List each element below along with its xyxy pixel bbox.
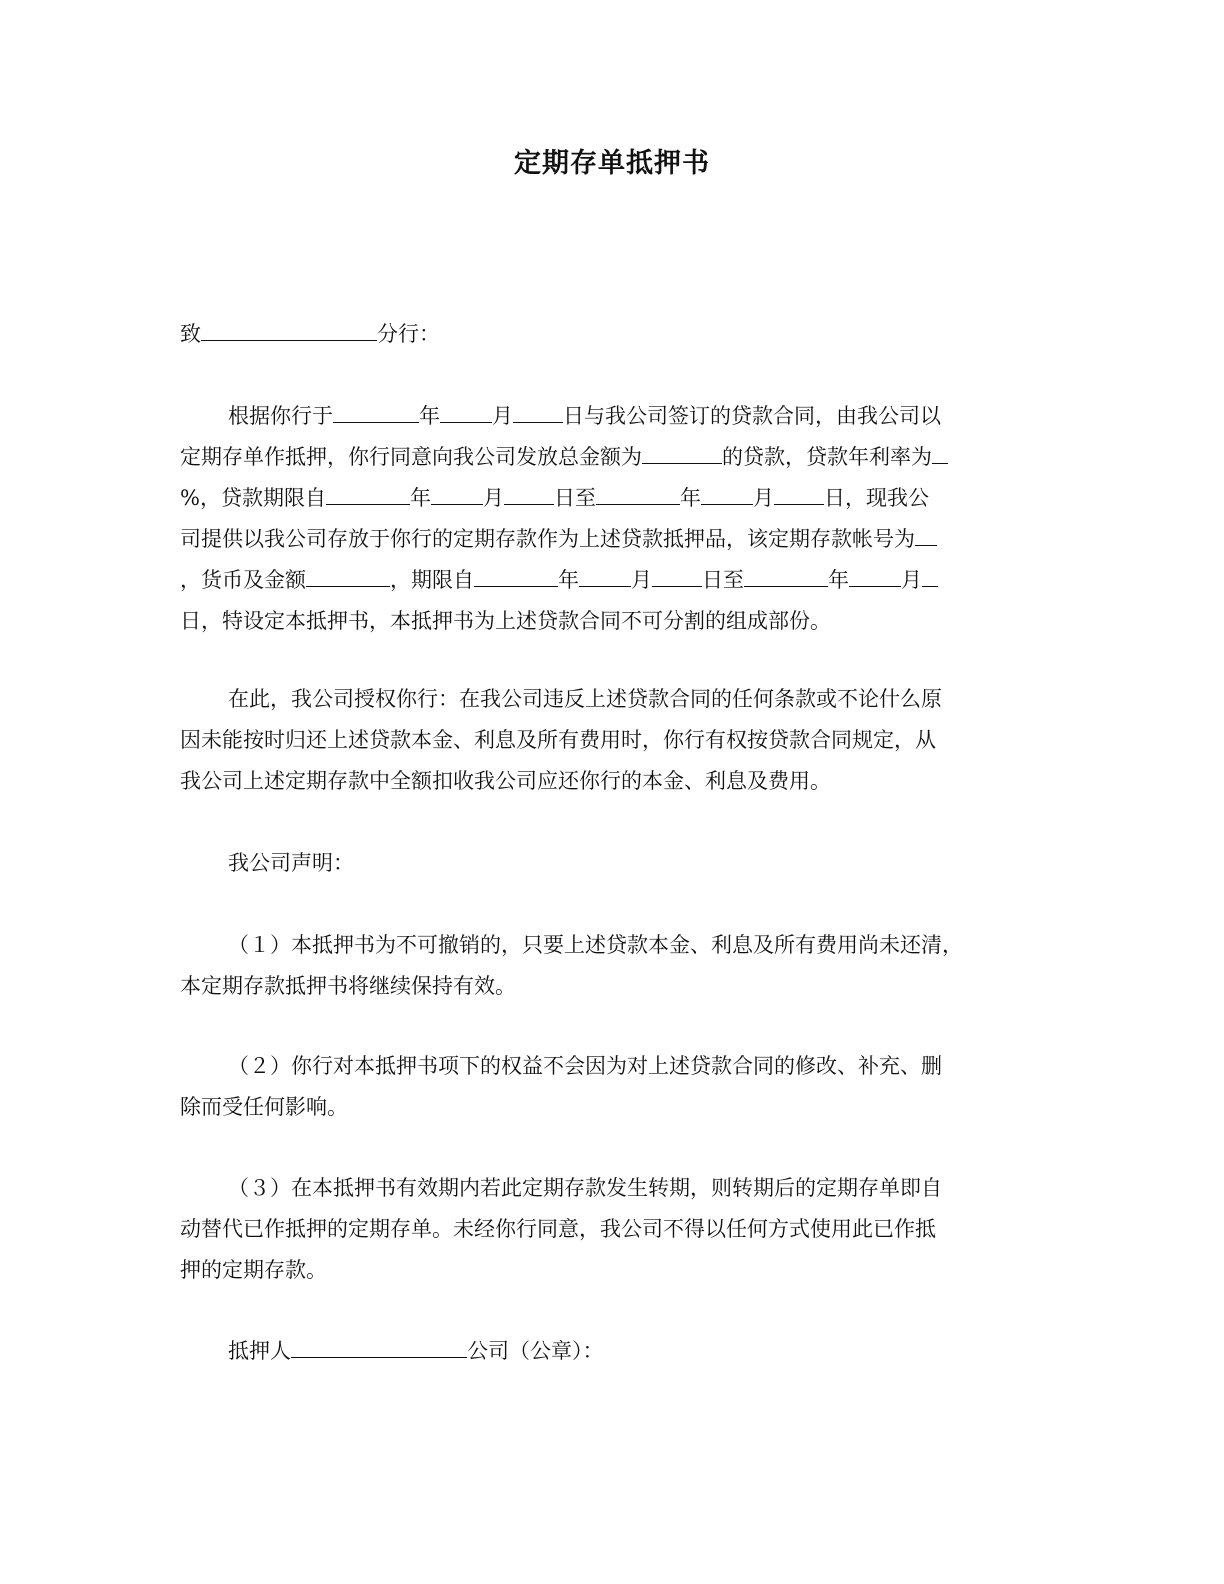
text-line: 本定期存款抵押书将继续保持有效。 (180, 974, 516, 998)
amount-blank (642, 441, 722, 464)
month-blank (579, 564, 631, 587)
company-name-blank (291, 1335, 467, 1358)
text-segment: 月 (631, 568, 652, 592)
text-segment: ，期限自 (390, 568, 474, 592)
salutation-prefix: 致 (180, 322, 201, 346)
text-line: 因未能按时归还上述贷款本金、利息及所有费用时，你行有权按贷款合同规定，从 (180, 728, 936, 752)
text-segment: 日至 (702, 568, 744, 592)
account-blank (915, 523, 937, 546)
month-blank (701, 482, 753, 505)
text-segment: 根据你行于 (228, 404, 333, 428)
text-segment: 月 (752, 486, 774, 510)
day-blank (513, 400, 563, 423)
text-line: （２）你行对本抵押书项下的权益不会因为对上述贷款合同的修改、补充、删 (228, 1054, 942, 1078)
bank-branch-blank (201, 318, 377, 341)
text-segment: %，贷款期限自 (180, 486, 326, 510)
text-segment: 月 (492, 404, 513, 428)
text-line: 在此，我公司授权你行：在我公司违反上述贷款合同的任何条款或不论什么原 (228, 687, 942, 711)
month-blank (440, 400, 492, 423)
text-segment: 年 (419, 404, 440, 428)
text-segment: ，货币及金额 (180, 568, 306, 592)
paragraph-authorization (180, 679, 1040, 802)
text-segment: 日至 (553, 486, 596, 510)
declaration-item-1 (180, 925, 1040, 1007)
day-blank (652, 564, 702, 587)
text-line: （１）本抵押书为不可撤销的，只要上述贷款本金、利息及所有费用尚未还清， (228, 933, 963, 957)
day-blank (774, 482, 824, 505)
text-segment: 年 (828, 568, 849, 592)
text-segment: 月 (901, 568, 922, 592)
salutation (180, 314, 1040, 355)
text-segment: 司提供以我公司存放于你行的定期存款作为上述贷款抵押品，该定期存款帐号为 (180, 527, 915, 551)
text-line: 动替代已作抵押的定期存单。未经你行同意，我公司不得以任何方式使用此已作抵 (180, 1217, 936, 1241)
signature-prefix: 抵押人 (228, 1339, 291, 1363)
text-line: 我公司声明： (228, 851, 354, 875)
signature-suffix: 公司（公章）： (467, 1339, 604, 1363)
text-segment: 的贷款，贷款年利率为 (722, 445, 932, 469)
document-title: 定期存单抵押书 (514, 148, 710, 179)
text-segment: 日，现我公 (823, 486, 929, 510)
month-blank (849, 564, 901, 587)
text-line: 我公司上述定期存款中全额扣收我公司应还你行的本金、利息及费用。 (180, 769, 831, 793)
year-blank (474, 564, 558, 587)
day-blank (922, 564, 938, 587)
day-blank (504, 482, 554, 505)
text-line: （３）在本抵押书有效期内若此定期存款发生转期，则转期后的定期存单即自 (228, 1176, 942, 1200)
declaration-item-2 (180, 1046, 1040, 1128)
month-blank (431, 482, 483, 505)
text-line: 日，特设定本抵押书，本抵押书为上述贷款合同不可分割的组成部份。 (180, 609, 831, 633)
text-line: 除而受任何影响。 (180, 1095, 348, 1119)
text-line: 押的定期存款。 (180, 1258, 327, 1282)
declaration-item-3 (180, 1168, 1040, 1291)
year-blank (333, 400, 419, 423)
text-segment: 年 (409, 486, 431, 510)
declaration-heading (180, 843, 1040, 884)
currency-amount-blank (306, 564, 390, 587)
text-segment: 定期存单作抵押，你行同意向我公司发放总金额为 (180, 445, 642, 469)
signature-line (180, 1331, 1040, 1372)
text-segment: 年 (558, 568, 579, 592)
salutation-suffix: 分行： (377, 322, 440, 346)
paragraph-loan-contract (180, 396, 1040, 642)
year-blank (326, 482, 410, 505)
rate-blank (932, 441, 948, 464)
text-segment: 日与我公司签订的贷款合同，由我公司以 (563, 404, 941, 428)
text-segment: 年 (679, 486, 701, 510)
year-blank (596, 482, 680, 505)
text-segment: 月 (482, 486, 504, 510)
year-blank (744, 564, 828, 587)
